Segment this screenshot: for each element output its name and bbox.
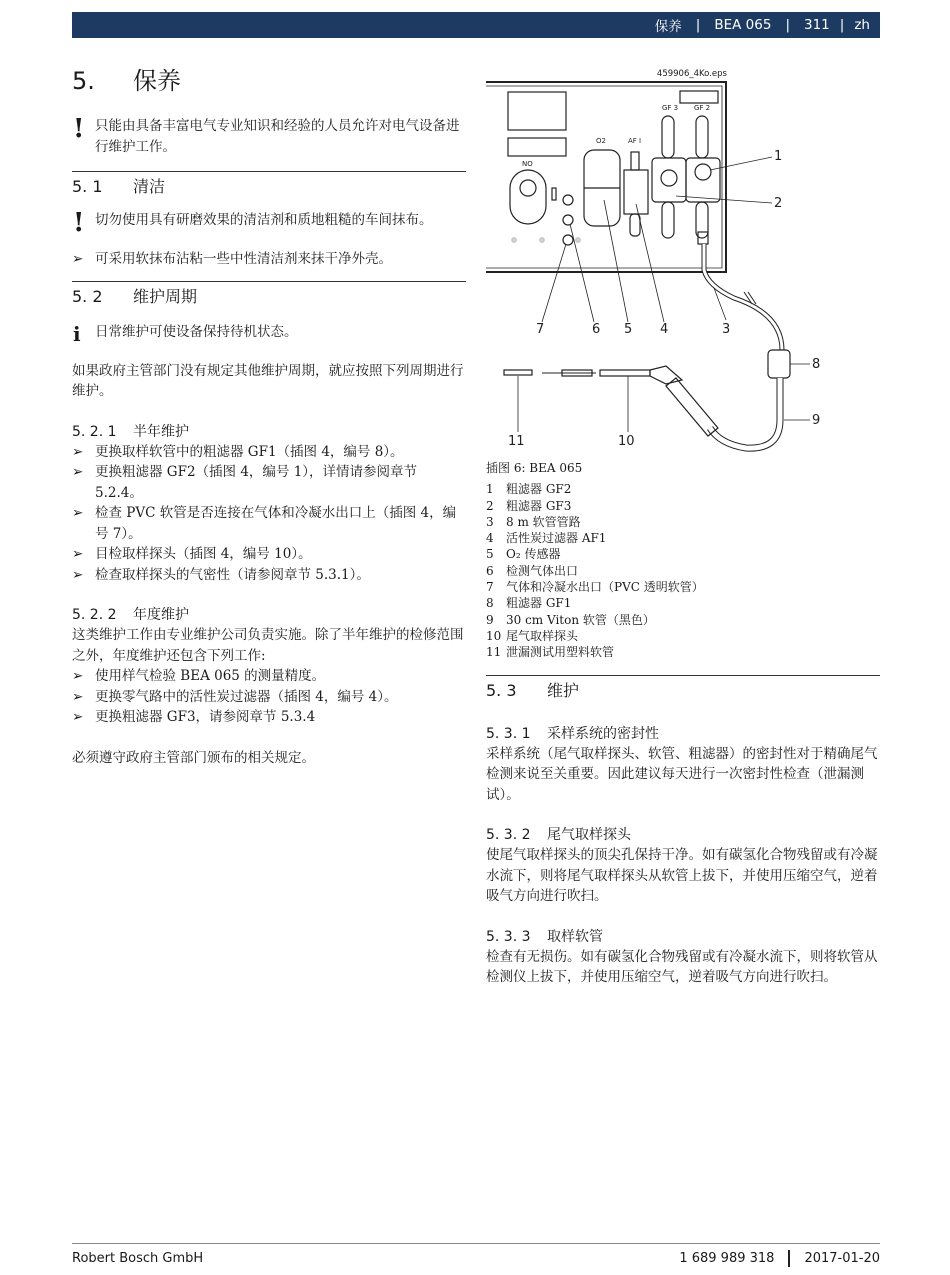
section-number: 5. 3. 1 xyxy=(486,725,531,742)
outlet-port xyxy=(563,215,573,225)
gf3-bowl xyxy=(661,170,677,186)
section-5-3-heading xyxy=(486,675,880,702)
section-title: 半年维护 xyxy=(133,423,189,440)
legend-row xyxy=(486,628,880,644)
legend-row xyxy=(486,563,880,579)
section-number: 5. 3. 2 xyxy=(486,827,531,844)
gf3-outlet xyxy=(662,202,674,238)
panel-label-plate xyxy=(508,138,566,156)
section-title: 维护周期 xyxy=(133,287,198,306)
arrow-bullet-icon: ➢ xyxy=(72,566,84,583)
legend-text: 8 m 软管管路 xyxy=(506,514,581,529)
legend-text: 泄漏测试用塑料软管 xyxy=(506,645,615,660)
list-item: ➢ 可采用软抹布沾粘一些中性清洁剂来抹干净外壳。 xyxy=(72,249,466,270)
panel-indicator xyxy=(552,188,556,200)
legend-text: 活性炭过滤器 AF1 xyxy=(506,531,607,546)
cleaning-list xyxy=(72,249,466,270)
test-hose xyxy=(504,370,532,375)
section-title: 年度维护 xyxy=(133,607,189,623)
section-5-2-heading xyxy=(72,281,466,308)
section-number: 5. 3 xyxy=(486,680,517,700)
callout-7: 7 xyxy=(536,322,545,337)
probe-tube xyxy=(600,370,650,376)
legend-row xyxy=(486,514,880,530)
af1-outlet xyxy=(630,214,640,236)
panel-dot xyxy=(511,237,517,243)
callout-5: 5 xyxy=(624,322,633,337)
legend-number: 1 xyxy=(486,482,494,497)
section-title: 清洁 xyxy=(133,177,166,196)
callout-3: 3 xyxy=(722,322,731,337)
hose-line-inner xyxy=(704,244,782,350)
device-figure xyxy=(486,60,880,460)
section-number: 5. 2. 1 xyxy=(72,423,117,440)
callout-6: 6 xyxy=(592,322,601,337)
exclamation-icon: ! xyxy=(73,114,85,144)
header-lang: zh xyxy=(854,17,870,33)
footer-date: 2017-01-20 xyxy=(804,1251,880,1266)
footer-company: Robert Bosch GmbH xyxy=(72,1251,204,1266)
section-5-2-1-heading xyxy=(72,422,466,442)
legend-text: 粗滤器 GF2 xyxy=(506,482,572,497)
closing-text: 必须遵守政府主管部门颁布的相关规定。 xyxy=(72,749,315,766)
legend-number: 9 xyxy=(486,612,494,627)
list-item: ➢ 检查取样探头的气密性（请参阅章节 5.3.1）。 xyxy=(72,565,466,586)
label-af1: AF I xyxy=(628,137,642,145)
footer-divider xyxy=(72,1243,880,1244)
list-item: ➢ 目检取样探头（插图 4，编号 10）。 xyxy=(72,544,466,565)
leader-line xyxy=(542,244,566,322)
legend-text: 检测气体出口 xyxy=(506,563,579,578)
section-5-1-heading xyxy=(72,171,466,198)
gf1-filter xyxy=(768,350,790,378)
legend-number: 4 xyxy=(486,531,494,546)
legend-number: 6 xyxy=(486,563,494,578)
af1-stem xyxy=(631,152,639,170)
legend-number: 5 xyxy=(486,547,494,562)
panel-dot xyxy=(539,237,545,243)
gf2-tube xyxy=(696,116,708,158)
legend-text: 气体和冷凝水出口（PVC 透明软管） xyxy=(506,580,704,595)
probe-handle xyxy=(666,378,718,436)
panel-small-plate xyxy=(680,91,718,103)
half-year-list xyxy=(72,442,466,586)
legend-text: 粗滤器 GF1 xyxy=(506,596,572,611)
no-sensor xyxy=(510,170,546,224)
gf2-bowl xyxy=(695,164,711,180)
header-separator: | xyxy=(785,17,790,33)
list-item: ➢ 更换取样软管中的粗滤器 GF1（插图 4，编号 8）。 xyxy=(72,442,466,463)
arrow-bullet-icon: ➢ xyxy=(72,709,84,725)
footer-separator xyxy=(788,1250,790,1267)
device-panel-outline xyxy=(486,82,726,272)
arrow-bullet-icon: ➢ xyxy=(72,250,84,267)
header-separator: | xyxy=(839,17,845,33)
legend-text: 粗滤器 GF3 xyxy=(506,498,572,513)
figure-legend xyxy=(486,481,880,660)
arrow-bullet-icon: ➢ xyxy=(72,464,84,480)
section-5-heading xyxy=(72,60,466,102)
section-title: 保养 xyxy=(133,67,181,95)
callout-11: 11 xyxy=(508,434,525,449)
header-separator: | xyxy=(695,17,701,33)
leader-line xyxy=(636,204,664,322)
label-o2: O2 xyxy=(596,137,606,145)
figure-caption: 插图 6: BEA 065 xyxy=(486,461,583,475)
right-column xyxy=(486,60,880,988)
footer xyxy=(72,1251,880,1266)
warning-text: 切勿使用具有研磨效果的清洁剂和质地粗糙的车间抹布。 xyxy=(95,212,433,228)
legend-text: 尾气取样探头 xyxy=(506,628,579,643)
arrow-bullet-icon: ➢ xyxy=(72,546,84,562)
legend-row xyxy=(486,498,880,514)
callout-9: 9 xyxy=(812,413,821,428)
legend-number: 10 xyxy=(486,628,502,643)
outlet-port xyxy=(563,195,573,205)
gf3-filter xyxy=(652,158,686,202)
annual-list xyxy=(72,666,466,728)
arrow-bullet-icon: ➢ xyxy=(72,505,84,521)
header-bar xyxy=(72,12,880,38)
list-item: ➢ 检查 PVC 软管是否连接在气体和冷凝水出口上（插图 4，编号 7）。 xyxy=(72,505,457,542)
annual-intro: 这类维护工作由专业维护公司负责实施。除了半年维护的检修范围之外，年度维护还包含下列工作: xyxy=(72,627,464,664)
label-gf3: GF 3 xyxy=(662,104,679,112)
list-item: ➢ 更换粗滤器 GF2（插图 4，编号 1），详情请参阅章节 5.2.4。 xyxy=(72,464,418,501)
callout-1: 1 xyxy=(774,149,783,164)
callout-10: 10 xyxy=(618,434,635,449)
header-page: 311 xyxy=(804,17,830,33)
legend-row xyxy=(486,546,880,562)
callout-2: 2 xyxy=(774,196,783,211)
maintenance-intro: 如果政府主管部门没有规定其他维护周期，就应按照下列周期进行维护。 xyxy=(72,362,464,399)
hose-text: 检查有无损伤。如有碳氢化合物残留或有冷凝水流下，则将软管从检测仪上拔下，并使用压缩空气，逆着吸气方向进行吹扫。 xyxy=(486,948,878,986)
legend-row xyxy=(486,530,880,546)
device-diagram xyxy=(486,60,880,460)
footer-docnum: 1 689 989 318 xyxy=(679,1251,775,1266)
list-item: ➢ 使用样气检验 BEA 065 的测量精度。 xyxy=(72,666,466,687)
warning-cleaning xyxy=(72,208,466,238)
gf3-tube xyxy=(662,116,674,158)
callout-8: 8 xyxy=(812,357,821,372)
label-no: NO xyxy=(522,160,533,168)
section-number: 5. 2. 2 xyxy=(72,607,117,623)
probe-text: 使尾气取样探头的顶尖孔保持干净。如有碳氢化合物残留或有冷凝水流下，则将尾气取样探头从软管上拔下，并使用压缩空气，逆着吸气方向进行吹扫。 xyxy=(486,847,878,905)
figure-filename: 459906_4Ko.eps xyxy=(656,69,727,79)
leader-line xyxy=(604,200,628,322)
section-title: 取样软管 xyxy=(547,928,603,945)
legend-row xyxy=(486,644,880,660)
section-number: 5. xyxy=(72,67,95,95)
list-item: ➢ 更换粗滤器 GF3，请参阅章节 5.3.4 xyxy=(72,707,466,728)
section-number: 5. 1 xyxy=(72,177,103,196)
warning-electrical xyxy=(72,116,466,157)
header-product: BEA 065 xyxy=(714,17,772,33)
hose-line xyxy=(704,244,782,350)
outlet-port xyxy=(563,235,573,245)
section-title: 维护 xyxy=(547,680,580,700)
header-section: 保养 xyxy=(654,19,682,35)
legend-number: 7 xyxy=(486,580,494,595)
af1-filter xyxy=(624,170,648,214)
legend-row xyxy=(486,481,880,497)
info-note xyxy=(72,322,466,346)
info-icon: i xyxy=(73,322,81,346)
section-5-3-2-heading xyxy=(486,825,880,845)
legend-text: 30 cm Viton 软管（黑色） xyxy=(506,612,655,627)
legend-number: 2 xyxy=(486,498,494,513)
left-column xyxy=(72,60,466,768)
legend-row xyxy=(486,612,880,628)
panel-window xyxy=(508,92,566,130)
section-title: 尾气取样探头 xyxy=(547,827,631,844)
legend-row xyxy=(486,579,880,595)
callout-4: 4 xyxy=(660,322,669,337)
arrow-bullet-icon: ➢ xyxy=(72,443,84,460)
list-item: ➢ 更换零气路中的活性炭过滤器（插图 4，编号 4）。 xyxy=(72,687,466,708)
exclamation-icon: ! xyxy=(73,208,85,238)
probe-clip xyxy=(650,366,682,384)
legend-number: 8 xyxy=(486,596,494,611)
sealing-text: 采样系统（尾气取样探头、软管、粗滤器）的密封性对于精确尾气检测来说至关重要。因此建议每天进行一次密封性检查（泄漏测试）。 xyxy=(486,745,878,803)
section-number: 5. 2 xyxy=(72,287,103,306)
panel-dot xyxy=(575,237,581,243)
legend-row xyxy=(486,595,880,611)
no-sensor-port xyxy=(520,180,536,196)
section-5-2-2-heading xyxy=(72,605,466,625)
arrow-bullet-icon: ➢ xyxy=(72,688,84,705)
note-text: 日常维护可使设备保持待机状态。 xyxy=(95,324,298,340)
section-5-3-1-heading xyxy=(486,724,880,744)
warning-text: 只能由具备丰富电气专业知识和经验的人员允许对电气设备进行维护工作。 xyxy=(95,118,460,155)
legend-text: O₂ 传感器 xyxy=(506,547,561,562)
figure-caption-block xyxy=(486,460,880,661)
section-5-3-3-heading xyxy=(486,927,880,947)
arrow-bullet-icon: ➢ xyxy=(72,668,84,684)
section-title: 采样系统的密封性 xyxy=(547,725,659,742)
label-gf2: GF 2 xyxy=(694,104,711,112)
legend-number: 3 xyxy=(486,514,494,529)
legend-number: 11 xyxy=(486,645,502,660)
viton-hose-inner xyxy=(710,378,780,448)
section-number: 5. 3. 3 xyxy=(486,928,531,945)
